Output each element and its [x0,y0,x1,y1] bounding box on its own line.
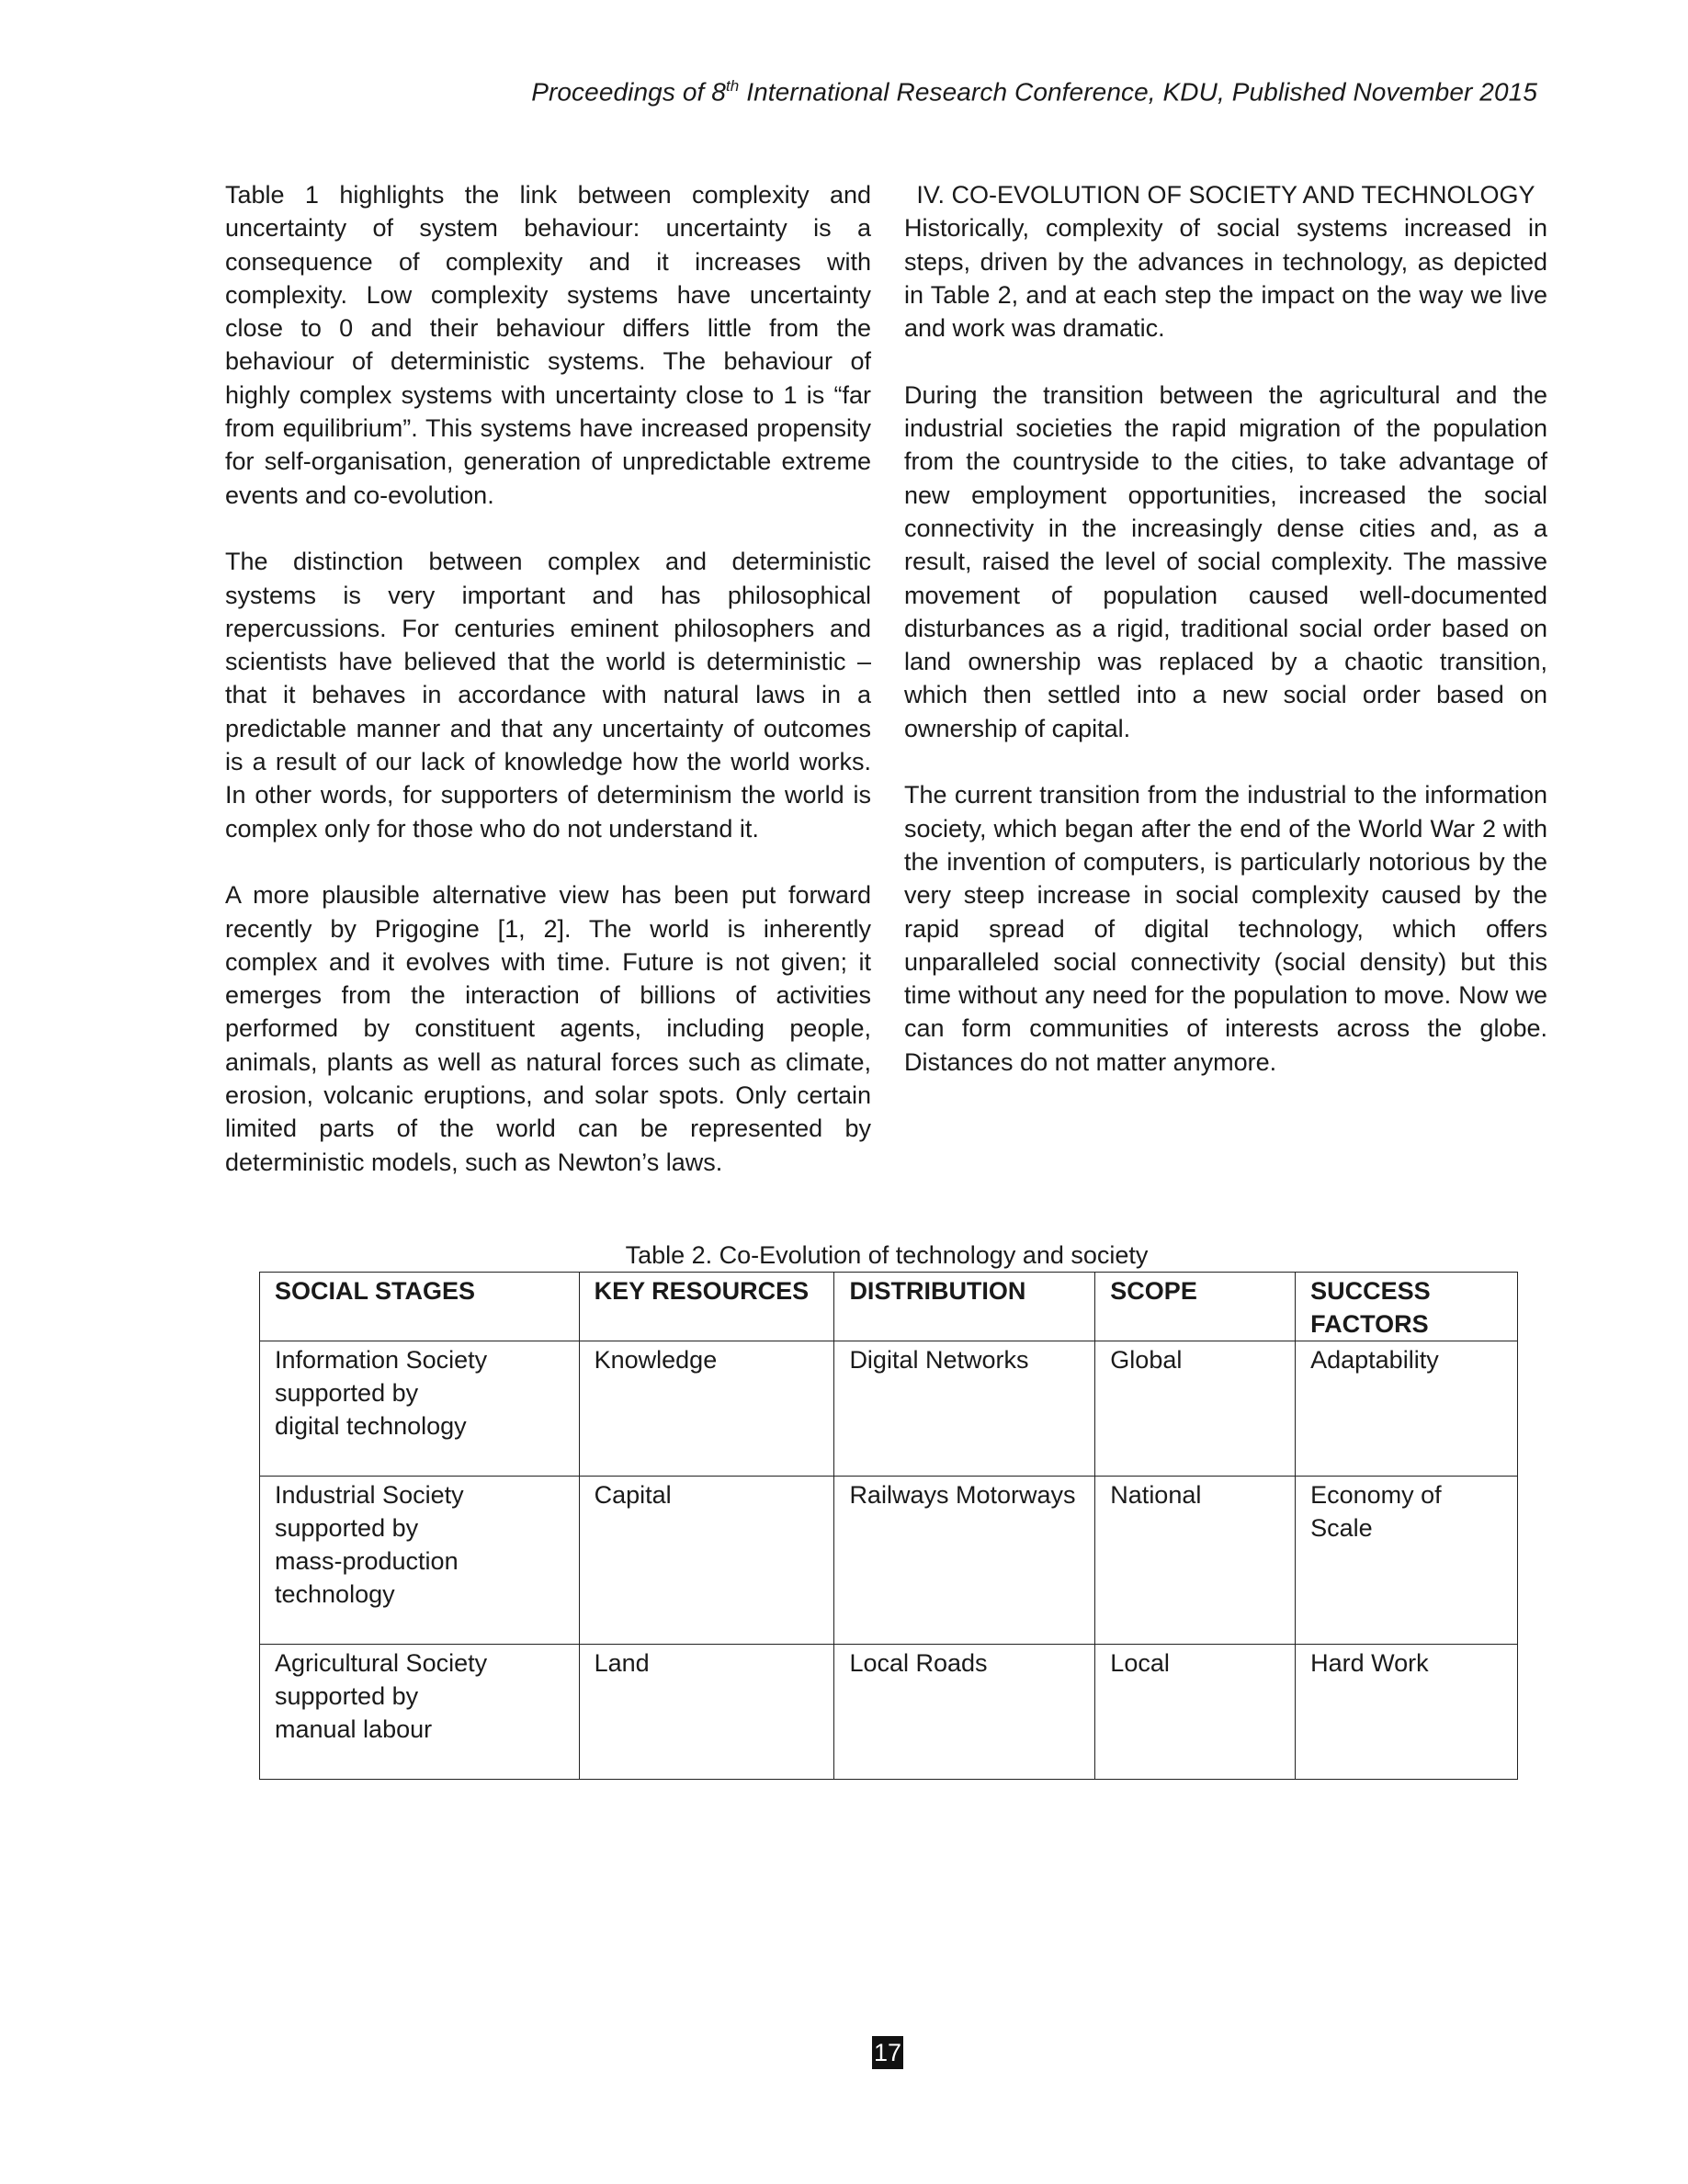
paragraph: The current transition from the industrial to the information society, which began after the end of the World War 2 with the invention of computers, is particularly notorious by the very steep increase in social complexity caused by the rapid spread of digital technology, which offers unparalleled social connectivity (social density) but this time without any need for the population to move. Now we can form communities of interests across the globe. Distances do not matter anymore. [904,781,1547,1076]
coevolution-table [259,1272,1518,1780]
section-heading: IV. CO-EVOLUTION OF SOCIETY AND TECHNOLOGY [916,181,1535,209]
table-cell: Local Roads [834,1645,1095,1780]
table-cell: Information Society supported by digital technology [260,1341,580,1477]
header-cell: KEY RESOURCES [579,1273,834,1341]
table-cell: Global [1095,1341,1296,1477]
table-cell: Hard Work [1296,1645,1518,1780]
paragraph: The distinction between complex and deterministic systems is very important and has philosophical repercussions. For centuries eminent philosophers and scientists have believed that the world is deterministic – that it behaves in accordance with natural laws in a predictable manner and that any uncertainty of outcomes is a result of our lack of knowledge how the world works. In other words, for supporters of determinism the world is complex only for those who do not understand it. [225,548,871,843]
paragraph: During the transition between the agricultural and the industrial societies the rapid migration of the population from the countryside to the cities, to take advantage of new employment opportunities, increased the social connectivity in the increasingly dense cities and, as a result, raised the level of social complexity. The massive movement of population caused well-documented disturbances as a rigid, traditional social order based on land ownership was replaced by a chaotic transition, which then settled into a new social order based on ownership of capital. [904,380,1547,742]
table-cell: Adaptability [1296,1341,1518,1477]
table-cell: Digital Networks [834,1341,1095,1477]
table-cell: Railways Motorways [834,1477,1095,1645]
table-caption: Table 2. Co-Evolution of technology and society [625,1241,1149,1269]
header-cell: SUCCESS FACTORS [1296,1273,1518,1341]
table-cell: Capital [579,1477,834,1645]
left-column [225,178,871,1179]
running-header: Proceedings of 8th International Research Conference, KDU, Published November 2015 [531,77,1537,107]
table-cell: Agricultural Society supported by manual labour [260,1645,580,1780]
table-cell: Economy of Scale [1296,1477,1518,1645]
table-row [260,1477,1518,1645]
table-cell: Knowledge [579,1341,834,1477]
paragraph: Table 1 highlights the link between complexity and uncertainty of system behaviour: uncertainty is a consequence of complexity and it increases with complexity. Low complexity systems have uncertainty close to 0 and their behaviour differs little from the behaviour of deterministic systems. The behaviour of highly complex systems with uncertainty close to 1 is “far from equilibrium”. This systems have increased propensity for self-organisation, generation of unpredictable extreme events and co-evolution. [225,181,871,509]
header-cell: SCOPE [1095,1273,1296,1341]
table-header-row [260,1273,1518,1341]
table-row [260,1341,1518,1477]
header-cell: DISTRIBUTION [834,1273,1095,1341]
right-column [904,178,1547,1079]
table-row [260,1645,1518,1780]
table-cell: Local [1095,1645,1296,1780]
table-cell: Land [579,1645,834,1780]
paragraph: A more plausible alternative view has been put forward recently by Prigogine [1, 2]. The world is inherently complex and it evolves with time. Future is not given; it emerges from the interaction of billions of activities performed by constituent agents, including people, animals, plants as well as natural forces such as climate, erosion, volcanic eruptions, and solar spots. Only certain limited parts of the world can be represented by deterministic models, such as Newton’s laws. [225,881,871,1176]
table-cell: National [1095,1477,1296,1645]
table-cell: Industrial Society supported by mass-production technology [260,1477,580,1645]
header-cell: SOCIAL STAGES [260,1273,580,1341]
paragraph: Historically, complexity of social systems increased in steps, driven by the advances in technology, as depicted in Table 2, and at each step the impact on the way we live and work was dramatic. [904,214,1547,343]
page-number: 17 [872,2036,903,2069]
